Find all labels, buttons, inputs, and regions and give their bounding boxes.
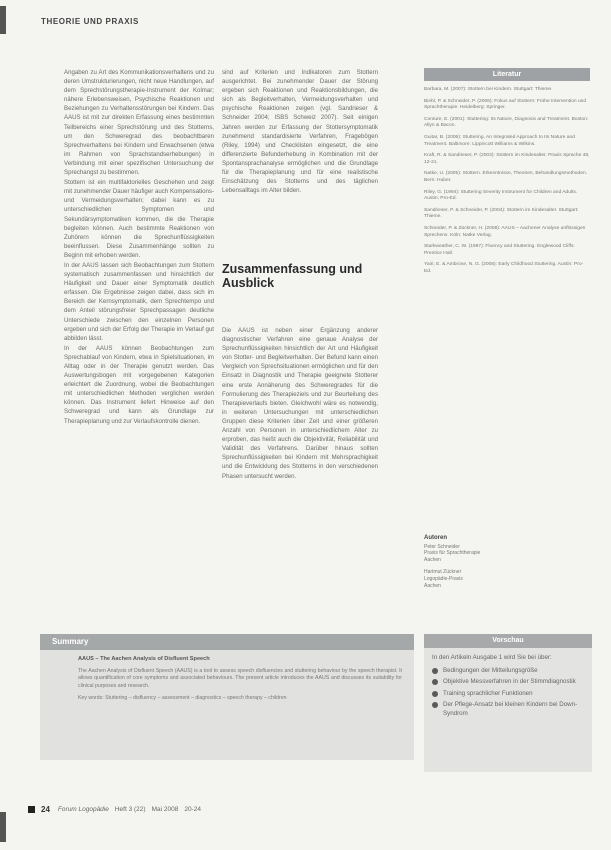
- author-name: Peter Schneider: [424, 543, 460, 550]
- page-corner-marker-bottom: [0, 812, 6, 842]
- literature-entry: Conture, E. (2001): Stuttering: Its Nature, Diagnosis and Treatment. Boston: Allyn & Bacon.: [424, 116, 589, 129]
- page-range: 20-24: [184, 806, 201, 813]
- paragraph: Angaben zu Art des Kommunikationsverhaltens und zu deren Umstrukturierungen, nicht neue Handlungen, auf dem Sprechstörungstherapie-Instrument der Kolmar; nähere Erlebensweisen, Psychische Reaktionen und Beziehungen zu Verhaltensstörungen bei Kindern. Das AAUS ist mit zur direkten Erfassung eines bestimmten Teilbereichs einer Sprechstörung und des Stotterns, um den Schweregrad des beobachtbaren Sprechverhaltens bei Kindern und Erwachsenen (etwa im Rahmen von Sprachstandserhebungen) in Verbindung mit einer spezifischen Untersuchung der Sprechangst zu bestimmen.: [64, 69, 214, 177]
- author-city: Aachen: [424, 582, 441, 589]
- authors-label: Autoren: [424, 535, 447, 541]
- preview-item-label: Bedingungen der Mitteilungsgröße: [443, 666, 538, 674]
- literature-entry: Guitar, B. (2006): Stuttering. An Integrated Approach to Its Nature and Treatment. Baltimore: Lippincott Williams & Wilkins.: [424, 134, 575, 147]
- page-footer: [28, 805, 201, 814]
- authors-box: [424, 535, 590, 595]
- author-entry: [424, 544, 590, 564]
- literature-entry: Barbara, M. (2007): Stottern bei Kindern. Stuttgart: Thieme.: [424, 87, 553, 92]
- paragraph: sind auf Kriterien und Indikatoren zum Stottern ausgerichtet. Bei zunehmender Dauer der Störung ergeben sich Reaktionen und Reaktionsbildungen, die sich als Begleitverhalten, Vermeidungsverhalten und psychische Reaktionen zeigen (vgl. Sandrieser & Schneider 2004; ISBS Schweiz 2007). Seit einigen Jahren werden zur Erfassung der Stottersymptomatik zunehmend standardisierte Verfahren, Fragebögen (Riley, 1994) und Checklisten eingesetzt, die eine differenzierte Befunderhebung in Kombination mit der Spontansprachanalyse ermöglichen und die Grundlage für die Therapieplanung und für eine realistische Einschätzung des Stotterns und des täglichen Lebensalltags im Alter bilden.: [222, 69, 378, 195]
- paragraph: In der AAUS lassen sich Beobachtungen zum Stottern systematisch zusammenfassen und hinsichtlich der Häufigkeit und Dauer einer Symptomatik deutlich erfassen. Die Ergebnisse zeigen dabei, dass sich im Bereich der Kernsymptomatik, dem Sprechtempo und dem Anteil störungsfreier Sprechpassagen deutliche Unterschiede zwischen den einzelnen Personen ergeben und sich der Erfolg der Therapie im Verlauf gut abbilden lässt.: [64, 261, 214, 342]
- section-header: THEORIE UND PRAXIS: [41, 17, 139, 26]
- literature-sidebar: [424, 68, 590, 280]
- preview-item: [432, 678, 584, 687]
- article-column-middle-conclusion: [222, 326, 378, 482]
- literature-entry: Sandrieser, P. & Schneider, P. (2004): Stottern im Kindesalter. Stuttgart: Thieme.: [424, 207, 579, 220]
- journal-name: Forum Logopädie: [57, 806, 109, 813]
- preview-item: [432, 667, 584, 676]
- summary-keywords: Key words: Stuttering – disfluency – assessment – diagnostics – speech therapy – children: [78, 694, 287, 701]
- issue-date: Mai 2008: [151, 806, 179, 813]
- author-entry: [424, 569, 590, 589]
- bullet-icon: [432, 702, 438, 708]
- preview-heading: Vorschau: [424, 634, 592, 648]
- literature-heading: Literatur: [424, 68, 590, 81]
- preview-item-label: Training sprachlicher Funktionen: [443, 689, 533, 697]
- literature-entry: Kraft, R. & Sandrieser, P. (2003): Stottern im Kindesalter. Praxis Sprache 48, 12-21.: [424, 153, 590, 165]
- paragraph: In der AAUS können Beobachtungen zum Sprechablauf von Kindern, etwa in Spielsituationen, im Alltag oder in der Therapie genutzt werden. Das Auswertungsbogen mit vorgegebenen Kategorien erleichtert die Zuordnung, wobei die Beobachtungen mit unterschiedlichen Methoden verglichen werden können. Das Instrument liefert Hinweise auf den Schweregrad und kann als Grundlage zur Therapieplanung und zur Verlaufskontrolle dienen.: [64, 344, 214, 425]
- literature-entry: Starkweather, C. W. (1987): Fluency and Stuttering. Englewood Cliffs: Prentice Hall.: [424, 244, 575, 256]
- summary-heading: Summary: [40, 634, 414, 650]
- literature-entry: Yairi, E. & Ambrose, N. G. (2005): Early Childhood Stuttering. Austin: Pro-Ed.: [424, 262, 584, 274]
- article-column-middle: [222, 68, 378, 196]
- preview-item-label: Der Pflege-Ansatz bei kleinen Kindern bei Down-Syndrom: [443, 701, 578, 717]
- page-number: 24: [41, 805, 50, 814]
- preview-item: [432, 701, 584, 718]
- literature-entry: Riley, G. (1994): Stuttering Severity Instrument for Children and Adults. Austin: Pro-Ed.: [424, 189, 578, 202]
- page-corner-marker: [0, 6, 6, 34]
- preview-intro: In den Artikeln Ausgabe 1 wird Sie bei über:: [432, 654, 552, 661]
- author-name: Hartmut Zückner: [424, 569, 462, 576]
- preview-body: [424, 648, 592, 772]
- bullet-icon: [432, 668, 438, 674]
- bullet-icon: [432, 691, 438, 697]
- literature-entry: Schneider, P. & Zückner, H. (2008): AAUS – Aachener Analyse unflüssigen Sprechens. Köln: Natke Verlag.: [424, 225, 586, 238]
- paragraph: Stottern ist ein multifaktorielles Geschehen und zeigt mit zunehmender Dauer häufiger auch Kompensations- und Vermeidungsverhalten; dabei kann es zu unterschiedlichen Symptomen und Sekundärsymptomatiken kommen, die die Therapie begleiten können. Auch bestimmte Reaktionen von Zuhörern können die Sprechunflüssigkeiten beeinflussen. Diese Zusammenhänge sollten zu Beginn mit erhoben werden.: [64, 179, 214, 259]
- author-affiliation: Praxis für Sprachtherapie: [424, 550, 481, 557]
- summary-text: The Aachen Analysis of Disfluent Speech (AAUS) is a tool to assess speech disfluencies and stuttering behaviour by the speech therapist. It allows quantification of core symptoms and associated behaviours. The present article introduces the AAUS and discusses its suitability for clinical purposes and research.: [78, 668, 402, 689]
- issue-number: Heft 3 (22): [114, 806, 146, 813]
- preview-item-label: Objektive Messverfahren in der Stimmdiagnostik: [443, 678, 576, 686]
- preview-item: [432, 690, 584, 699]
- summary-box: [40, 634, 414, 760]
- summary-body: [40, 650, 414, 702]
- bullet-icon: [432, 679, 438, 685]
- section-heading: Zusammenfassung und Ausblick: [222, 262, 363, 290]
- article-column-left: [64, 68, 214, 427]
- author-city: Aachen: [424, 556, 441, 563]
- literature-entry: Biebl, P. & Schneider, P. (2006): Fokus auf Stottern: Frühe Intervention und Sprachtherapie. Heidelberg: Springer.: [424, 98, 587, 111]
- author-affiliation: Logopädie-Praxis: [424, 575, 463, 582]
- literature-entry: Natke, U. (2005): Stottern. Erkenntnisse, Theorien, Behandlungsmethoden. Bern: Huber.: [424, 171, 588, 183]
- summary-subtitle: AAUS – The Aachen Analysis of Disfluent Speech: [78, 656, 210, 662]
- paragraph: Die AAUS ist neben einer Ergänzung anderer diagnostischer Verfahren eine genaue Analyse der Sprechunflüssigkeiten hinsichtlich der Art und Häufigkeit von Stotter- und Begleitverhalten. Der Befund kann einen Vergleich von Sprechsituationen ermöglichen und für den Einsatz in Diagnostik und Therapie geeignete Stotterer eine erste Annäherung des Schweregrades für die Formulierung des Therapieziels und zur Beurteilung des Therapieverlaufs bieten. Gleichwohl wäre es notwendig, in weiteren Untersuchungen mit unterschiedlichen Gruppen diese Kriterien über Zeit und einer größeren Anzahl von Personen in unterschiedlichem Alter zu erproben, das heißt auch die Objektivität, Reliabilität und Validität des Verfahrens. Darüber hinaus sollten Sprechunflüssigkeiten bei Kindern mit Mehrsprachigkeit und die Entwicklung des Stotterns in den verschiedenen Phasen untersucht werden.: [222, 327, 378, 480]
- preview-box: [424, 634, 592, 774]
- footer-square-icon: [28, 806, 35, 813]
